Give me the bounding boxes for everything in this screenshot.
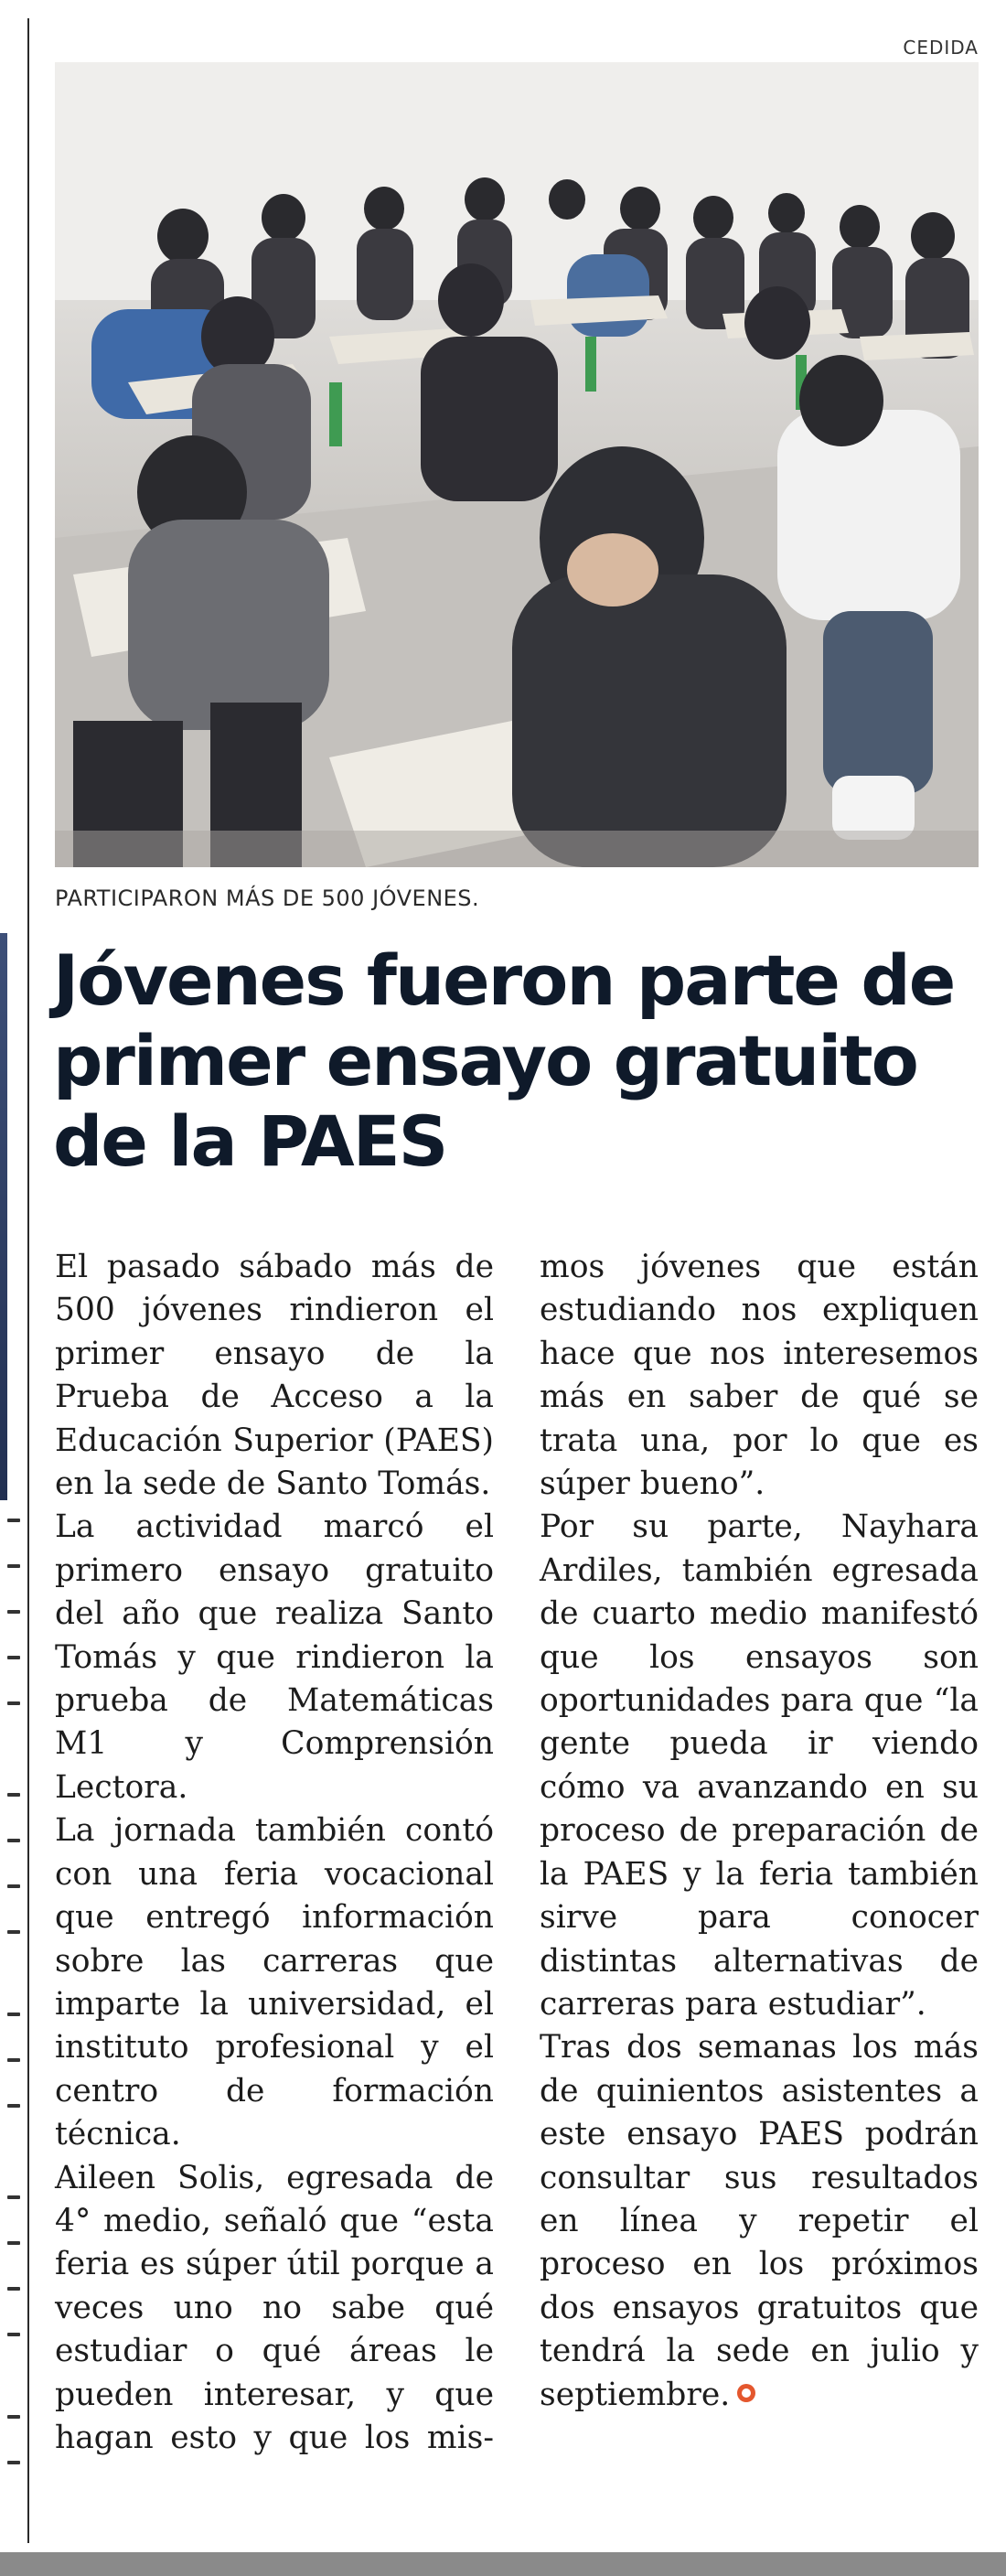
paragraph-6 — [540, 2026, 979, 2417]
headline: Jóvenes fueron parte de primer ensayo gratuito de la PAES — [53, 939, 955, 1182]
page-bottom-bar — [0, 2552, 1006, 2576]
photo-caption: PARTICIPARON MÁS DE 500 JÓVENES. — [55, 886, 480, 911]
paragraph-2: La actividad marcó el primero ensayo gratuito del año que realiza Santo Tomás y que rindieron la prueba de Matemáticas M1 y Comprensión Lectora. — [55, 1508, 494, 1806]
article-body — [55, 1246, 979, 2460]
paragraph-4-start: Aileen Solis, egresada de 4° medio, señaló que “esta feria es súper útil porque a veces uno no sabe qué estudiar o qué áreas le pueden interesar, y que hagan esto y que los mis- — [55, 2159, 494, 2456]
classroom-photo-illustration — [55, 62, 979, 867]
paragraph-4-end: mos jóvenes que están estudiando nos expliquen hace que nos interesemos más en saber de qué se trata una, por lo que es súper bueno”. — [540, 1249, 979, 1503]
paragraph-5: Por su parte, Nayhara Ardiles, también egresada de cuarto medio manifestó que los ensayos son oportunidades para que “la gente pueda ir viendo cómo va avanzando en su proceso de preparación de la PAES y la feria también sirve para conocer distintas alternativas de carreras para estudiar”. — [540, 1508, 979, 2023]
column-rule — [27, 18, 29, 2543]
article-column-left — [55, 1246, 494, 2460]
photo-credit: CEDIDA — [903, 37, 979, 59]
paragraph-6-text: Tras dos semanas los más de quinientos asistentes a este ensayo PAES podrán consultar sus resultados en línea y repetir el proceso en los próximos dos ensayos gratuitos que tendrá la sede en julio y septiembre. — [540, 2029, 979, 2413]
classroom-photo — [55, 62, 979, 867]
end-of-article-icon — [737, 2384, 755, 2402]
paragraph-1: El pasado sábado más de 500 jóvenes rindieron el primer ensayo de la Prueba de Acceso a la Educación Superior (PAES) en la sede de Santo Tomás. — [55, 1249, 494, 1503]
paragraph-3: La jornada también contó con una feria vocacional que entregó información sobre las carreras que imparte la universidad, el instituto profesional y el centro de formación técnica. — [55, 1812, 494, 2153]
adjacent-page-margin — [0, 0, 33, 2543]
adjacent-photo-edge — [0, 933, 7, 1500]
article-column-right — [540, 1246, 979, 2460]
